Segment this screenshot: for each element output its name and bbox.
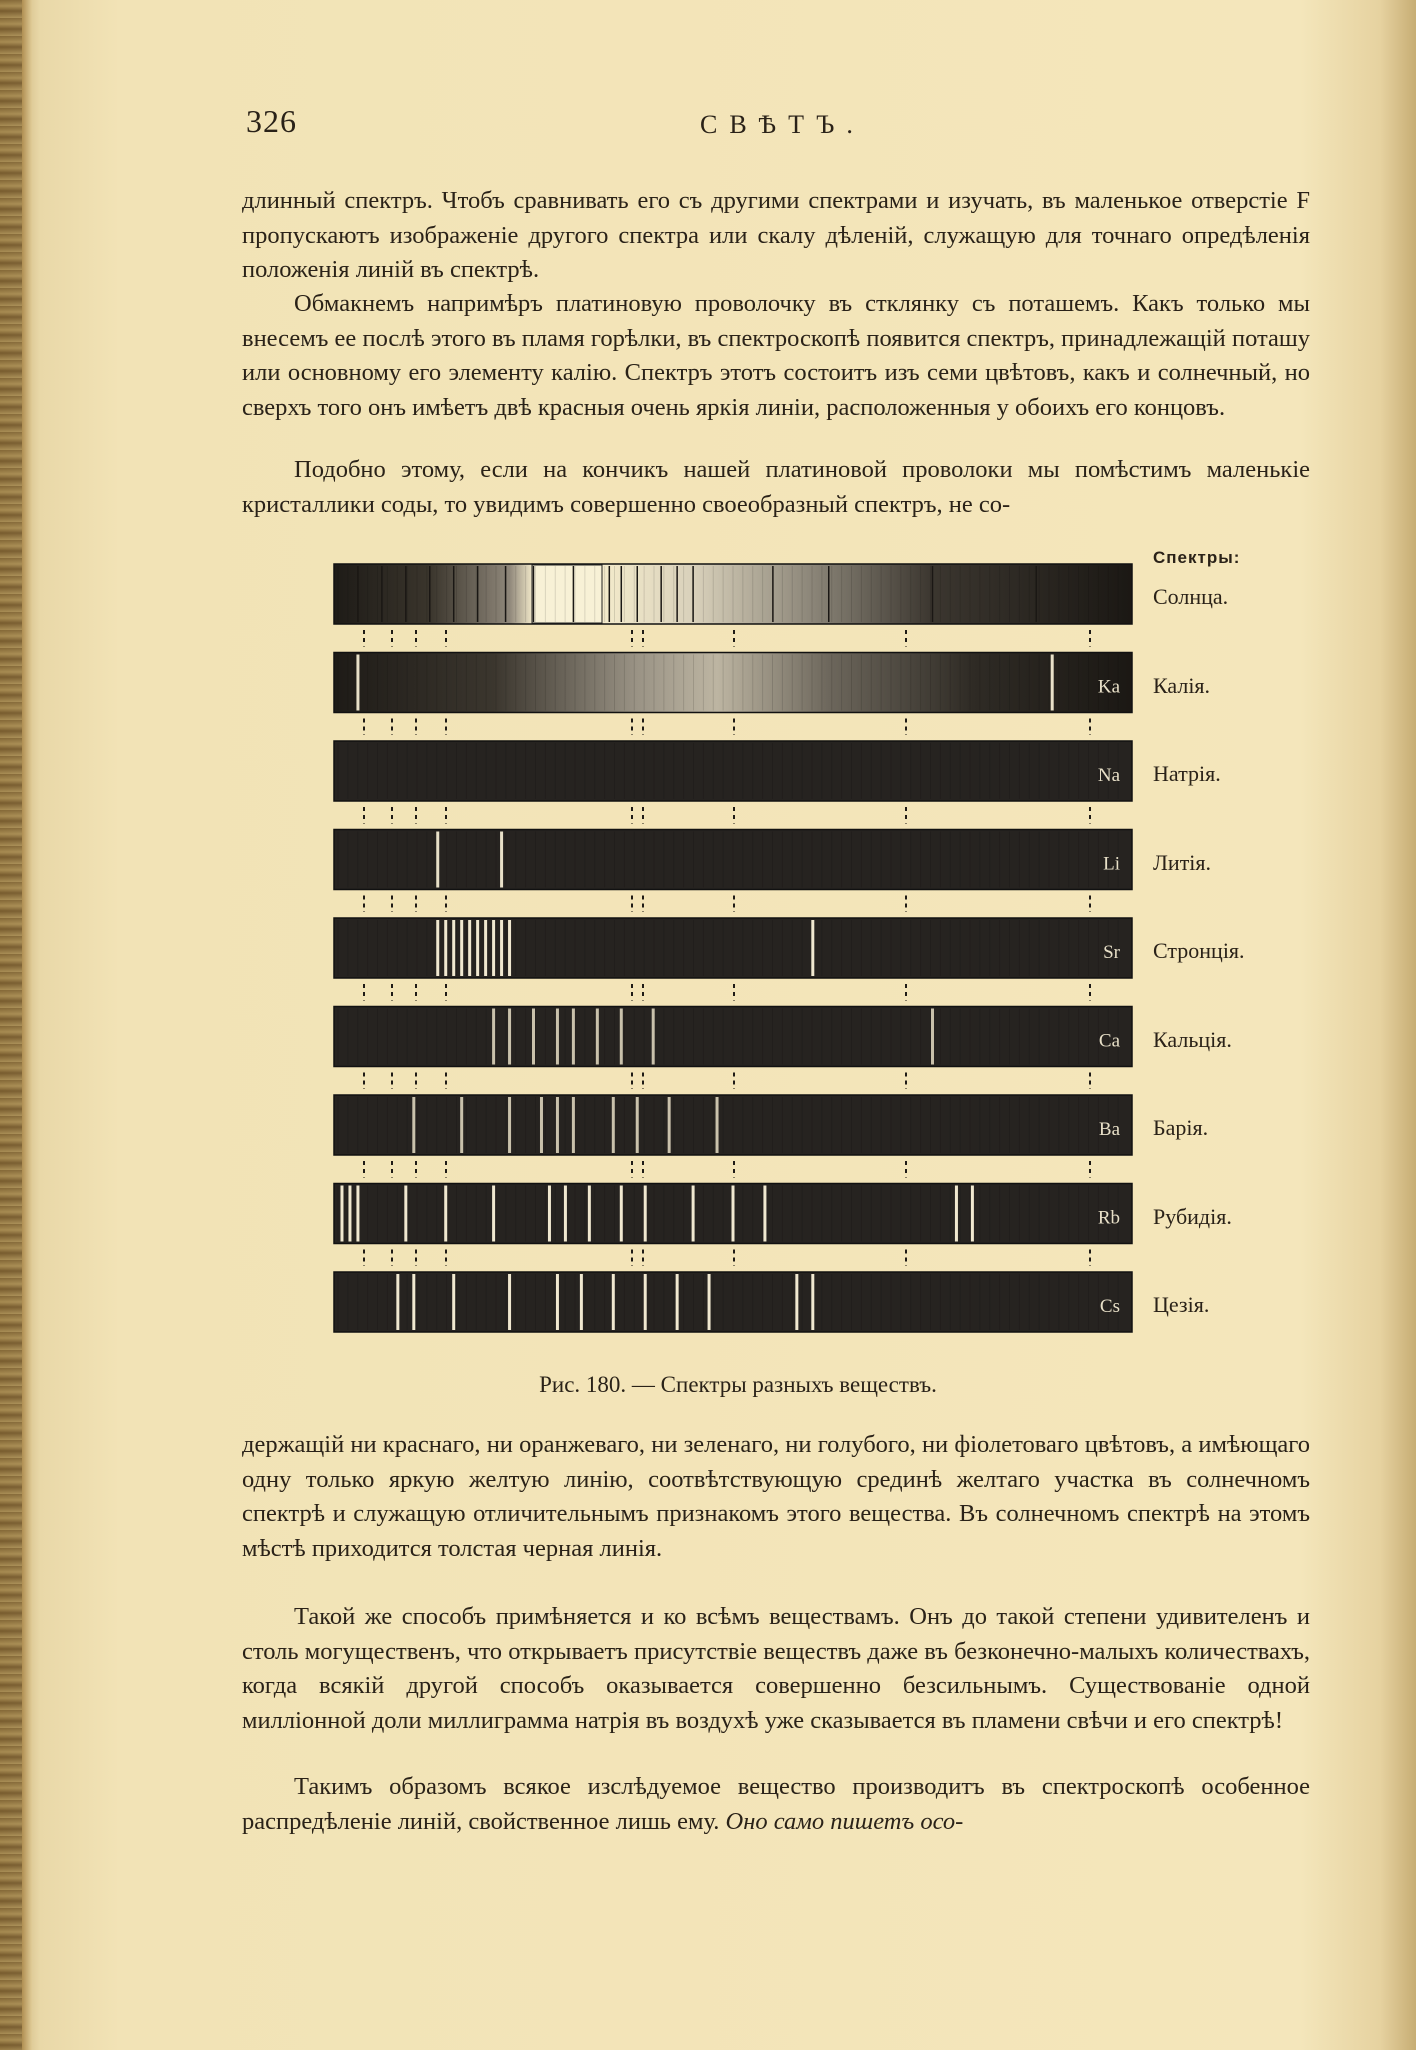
spectrum-label: Рубидія. bbox=[1153, 1203, 1232, 1229]
running-title: СВѢТЪ. bbox=[700, 110, 865, 139]
paragraph-3: Подобно этому, если на кончикъ нашей платиновой проволоки мы помѣстимъ маленькіе кристаллики соды, то увидимъ совершенно своеобразный спектръ, не со- bbox=[242, 456, 1310, 518]
paragraph-4: держащій ни краснаго, ни оранжеваго, ни зеленаго, ни голубого, ни фіолетоваго цвѣтовъ, а имѣющаго одну только яркую желтую линію, соотвѣтствующую срединѣ желтаго участка въ солнечномъ спектрѣ и служащую отличительнымъ признакомъ этого вещества. Въ солнечномъ спектрѣ на этомъ мѣстѣ приходится толстая черная линія. bbox=[242, 1431, 1310, 1562]
spectrum-label: Калія. bbox=[1153, 672, 1211, 698]
spectrum-symbol: Ka bbox=[1097, 676, 1120, 698]
paragraph-2: Обмакнемъ напримѣръ платиновую проволочку въ стклянку съ поташемъ. Какъ только мы внесемъ ее послѣ этого въ пламя горѣлки, въ спектроскопѣ появится спектръ, принадлежащій поташу или основному его элементу калію. Спектръ этотъ состоитъ изъ семи цвѣтовъ, какъ и солнечный, но сверхъ того онъ имѣетъ двѣ красныя очень яркія линіи, расположенныя у обоихъ его концовъ. bbox=[242, 290, 1310, 421]
spectrum-label: Литія. bbox=[1153, 849, 1212, 875]
spectrum-label: Кальція. bbox=[1153, 1026, 1232, 1052]
paragraph-6-text: Такимъ образомъ всякое изслѣдуемое вещество производитъ въ спектроскопѣ особенное распредѣленіе линій, свойственное лишь ему. bbox=[242, 1773, 1310, 1835]
spectra-illustration bbox=[330, 560, 1290, 1350]
spectra-heading: Спектры: bbox=[1153, 548, 1241, 567]
figure-caption: Рис. 180. — Спектры разныхъ веществъ. bbox=[539, 1372, 937, 1397]
spectrum-label: Натрія. bbox=[1153, 761, 1221, 786]
spectrum-label: Барія. bbox=[1153, 1115, 1209, 1140]
spectrum-symbol: Na bbox=[1097, 765, 1120, 786]
spectra-figure bbox=[330, 548, 1290, 1350]
spectrum-symbol: Cs bbox=[1099, 1296, 1120, 1317]
page-gutter bbox=[22, 0, 32, 2050]
paragraph-6 bbox=[242, 1770, 1310, 1839]
spectrum-bright-region bbox=[532, 565, 602, 623]
paragraph-6-italic: Оно само пишетъ осо- bbox=[725, 1807, 964, 1835]
book-spine bbox=[0, 0, 22, 2050]
paragraph-5: Такой же способъ примѣняется и ко всѣмъ веществамъ. Онъ до такой степени удивителенъ и столь могущественъ, что открываетъ присутствіе веществъ даже въ безконечно-малыхъ количествахъ, когда всякій другой способъ оказывается совершенно безсильнымъ. Существованіе одной милліонной доли миллиграмма натрія въ воздухѣ уже сказывается въ пламени свѣчи и его спектрѣ! bbox=[242, 1603, 1310, 1734]
spectrum-label: Стронція. bbox=[1153, 938, 1245, 963]
spectrum-symbol: Sr bbox=[1103, 942, 1120, 963]
spectrum-label: Солнца. bbox=[1153, 584, 1229, 609]
spectrum-symbol: Li bbox=[1103, 853, 1120, 875]
page-number: 326 bbox=[246, 103, 297, 139]
spectrum-label: Цезія. bbox=[1153, 1292, 1210, 1317]
spectrum-symbol: Rb bbox=[1097, 1207, 1120, 1229]
paragraph-1: длинный спектръ. Чтобъ сравнивать его съ другими спектрами и изучать, въ маленькое отверстіе F пропускаютъ изображеніе другого спектра или скалу дѣленій, служащую для точнаго опредѣленія положенія линій въ спектрѣ. bbox=[242, 187, 1310, 283]
spectrum-symbol: Ba bbox=[1098, 1119, 1120, 1140]
spectrum-symbol: Ca bbox=[1098, 1030, 1120, 1052]
